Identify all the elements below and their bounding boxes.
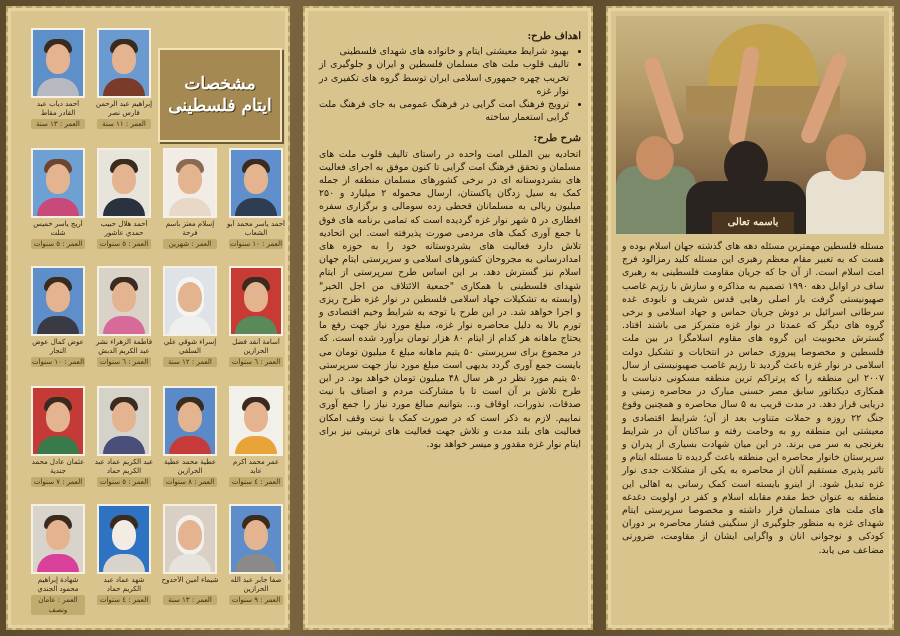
goal-item: • بهبود شرایط معیشتی ایتام و خانواده های شهدای فلسطینی	[319, 45, 569, 58]
orphan-age: العمر : ۱۰ سنوات	[229, 240, 283, 248]
title-line1: مشخصات	[184, 74, 256, 94]
orphan-card	[94, 28, 154, 129]
orphan-name: عبد الكريم عماد عبد الكريم حماد	[94, 458, 154, 475]
orphan-name: عمر محمد أكرم عابد	[233, 458, 279, 475]
intro-text: مسئله فلسطین مهمترین مسئله دهه های گذشته جهان اسلام بوده و هست که به تعبیر مقام معظم رهبری این مسئله کلید رمزالود فرج امت اسلام است. از آن جا که جریان مقاومت فلسطینی به رهبری ساف در اوایل دهه ۱۹۹۰ تصمیم به مذاکره و سازش با رژیم غاصب صهیونیستی گرفت بار اصلی رهایی قدس شریف و نابودی غده سرطانی اسرائیل بر دوش جریان حماس و جهاد اسلامی و برخی گروه های دیگر که عمدتا در نوار غزه متمرکز می باشند افتاد. گسترش محبوبیت این گروه های مقاوم اسلامگرا در بین ملت فلسطین و مخصوصا پیروزی حماس در انتخابات و تشکیل دولت اسلامی در نوار غزه باعث گردید تا رژیم غاصب صهیونیستی از سال ۲۰۰۷ این منطقه را که پرتراکم ترین منطقه مسکونی دنیاست با همکاری دیکتاتور سابق مصر حسنی مبارک در محاصره زمینی و دریایی قرار دهد. در مدت قریب به ۵ سال محاصره و همچنین وقوع جنگ ۲۲ روزه و حملات متناوب بعد از آن؛ شرایط اقتصادی و معیشتی این منطقه رو به وخامت رفته و ساکنان آن در شرایط بغرنجی به سر می برند. در این میان شهادت بسیاری از پدران و سرپرستان خانوار محاصره این منطقه باعث گردیده تا مسئله ایتام و تاثیر پذیری مستقیم آنان از محاصره به یکی از مشکلات جدی نوار غزه تبدیل شود. از اینرو بایسته است کمک رسانی به اهالی این منطقه به عنوان خط مقدم مقابله اسلام و کفر در اولویت دغدغه های ملت های مسلمان قرار داشته و مخصوصا سرپرستی ایتام شهدای غزه به منظور جلوگیری از سنگینی فشار محاصره بر دوران کودکی و نوجوانی انان و واگرایی ایشان از مقاومت، ضرورتی مضاعف می یابد.	[622, 241, 885, 556]
orphan-card	[226, 386, 286, 487]
orphan-card	[94, 266, 154, 367]
description-body: اتحادیه بین المللی امت واحده در راستای تالیف قلوب ملت های مسلمان و تحقق فرهنگ امت گرایی تا کنون موفق به اجرای فعالیت های بشردوستانه ای در برخی کشورهای مسلمان منطقه از جمله کمک به سیل زدگان پاکستان، ارسال محموله ۲ میلیارد و ۲۵۰ میلیون ریالی به مسلمانان قحطی زده سومالی و برگزاری سفره افطاری در ۵ شهر نوار غزه گردیده است که تمامی برنامه های فوق با جمع آوری کمک های مردمی صورت پذیرفته است. این اتحادیه تلاش دارد فعالیت های بشردوستانه خود را به حوزه های امدادرسانی به مجروحان کشورهای اسلامی و سرپرستی ایتام جهان اسلام نیز گسترش دهد. بر این اساس طرح سرپرستی از ایتام شهدای فلسطینی با همکاری "جمعیة الائتلاف من اجل الخير" (وابسته به تشکیلات جهاد اسلامی فلسطین در نوار غزه طرح ریزی و اجرا خواهد شد. در این طرح با توجه به شرایط وخیم اقتصادی و تورم بالا به دلیل محاصره نوار غزه، مبلغ مورد نیاز جهت رفع ما یحتاج ماهانه هر کدام از ایتام ۸۰ هزار تومان برآورد شده است. که در مجموع برای سرپرستی ۵۰ یتیم ماهانه مبلغ ٤ میلیون تومان می بایست جمع آوری گردد بدیهی است مبلغ مورد نیاز جهت سرپرستی ۵۰ یتیم مورد نظر در هر سال ۴۸ میلیون تومان خواهد بود. در این طرح تلاش بر آن است تا با مشارکت مردم و اصناف با نیت صدقات، نذورات، اوقاف و... بتوانیم مبالغ مورد نیاز را جمع آوری نماییم. لازم به ذکر است که در صورت کمک با نیت وقف امکان فعالیت های بلند مدت و تلاش جهت فعالیت های تربیتی نیز برای ایتام نوار غزه مقدور و میسر خواهد بود.	[319, 148, 582, 451]
orphan-name: أحمد هلال حبيب حمدي عاشور	[100, 220, 148, 237]
orphan-photo	[97, 148, 151, 218]
orphan-age: العمر : ٥ سنوات	[97, 477, 151, 487]
orphan-card	[28, 386, 88, 487]
orphan-name: شهد عماد عبد الكريم حماد	[103, 576, 145, 593]
orphan-name: فاطمة الزهراء نشر عبد الكريم الدبش	[95, 338, 153, 355]
orphan-age: العمر : ٦ سنوات	[229, 357, 283, 367]
orphan-photo	[163, 266, 217, 336]
orphan-photo	[229, 266, 283, 336]
orphan-photo	[163, 386, 217, 456]
orphan-age: العمر : ٩ سنوات	[229, 595, 283, 605]
orphan-age: العمر : ٦ سنوات	[97, 357, 151, 367]
orphan-name: صفا جابر عبد الله الحرازين	[230, 576, 282, 593]
goals-list	[319, 45, 581, 124]
orphan-name: أحمد دياب عبد القادر مقاط	[36, 100, 80, 117]
orphan-age: العمر : ٥ سنوات	[31, 239, 85, 249]
orphan-photo	[97, 28, 151, 98]
orphan-age: العمر : ٤ سنوات	[97, 595, 151, 605]
intro-panel	[606, 6, 894, 630]
orphan-card	[226, 504, 286, 605]
orphan-photo	[229, 148, 283, 218]
orphan-card	[160, 266, 220, 367]
orphan-name: عطية محمد عطية الحرازين	[163, 458, 216, 475]
hero-photo	[616, 16, 884, 234]
basmala-label: باسمه تعالی	[712, 212, 794, 234]
orphan-card	[28, 504, 88, 615]
orphan-card	[94, 504, 154, 605]
orphan-age: العمر : شهرين	[163, 239, 217, 249]
orphan-age: العمر : ۱۳ سنة	[163, 595, 217, 605]
orphan-card	[226, 266, 286, 367]
orphan-photo	[97, 266, 151, 336]
orphan-card	[160, 504, 220, 605]
orphan-age: العمر : ٥ سنوات	[97, 239, 151, 249]
orphan-card	[160, 386, 220, 487]
goal-item: • تالیف قلوب ملت های مسلمان فلسطین و ایران و جلوگیری از تخریب چهره جمهوری اسلامی ایران توسط گروه های تکفیری در نوار غزه	[319, 58, 569, 98]
orphan-name: عوض كمال عوض النجار	[32, 338, 84, 355]
dome-of-rock-icon	[708, 24, 818, 94]
orphan-age: العمر : ۱۰ سنوات	[31, 358, 85, 366]
orphan-name: أسامة أنقد فضل الحرازين	[232, 338, 280, 355]
orphan-age: العمر : ۱۳ سنة	[31, 119, 85, 129]
orphan-card	[226, 148, 286, 249]
orphan-age: العمر : ۱۲ سنة	[163, 357, 217, 367]
orphan-name: عثمان عادل محمد جندية	[31, 458, 85, 475]
orphan-card	[94, 148, 154, 249]
orphan-photo	[31, 266, 85, 336]
orphan-photo	[97, 386, 151, 456]
panel-title-box	[158, 48, 282, 142]
orphan-age: العمر : ۸ سنوات	[163, 477, 217, 487]
orphan-card	[160, 148, 220, 249]
orphan-photo	[31, 148, 85, 218]
orphan-photo	[163, 504, 217, 574]
orphan-age: العمر : ٧ سنوات	[31, 477, 85, 487]
goal-item: • ترویج فرهنگ امت گرایی در فرهنگ عمومی به جای فرهنگ ملت گرایی استعمار ساخته	[319, 98, 569, 124]
project-text	[319, 30, 581, 451]
goals-heading: اهداف طرح:	[527, 31, 581, 42]
orphan-age: العمر : عامان ونصف	[31, 595, 85, 615]
orphan-name: شيماء أمين الأحدوح	[161, 576, 219, 584]
orphan-photo	[163, 148, 217, 218]
orphan-age: العمر : ۱۱ سنة	[97, 119, 151, 129]
orphan-name: إسلام معتز باسم فرحة	[165, 220, 215, 237]
orphan-photo	[97, 504, 151, 574]
orphan-photo	[229, 386, 283, 456]
orphan-name: إسراء شوقي علي السلقي	[163, 338, 217, 355]
title-line2: ایتام فلسطینی	[168, 96, 272, 116]
project-panel	[303, 6, 593, 630]
orphan-card	[28, 266, 88, 367]
orphan-age: العمر : ٤ سنوات	[229, 477, 283, 487]
orphan-photo	[229, 504, 283, 574]
orphan-card	[94, 386, 154, 487]
orphan-name: أريج ياسر خميس شلت	[33, 220, 83, 237]
orphan-photo	[31, 28, 85, 98]
orphan-photo	[31, 386, 85, 456]
orphan-name: شهادة إبراهيم محمود الجندي	[37, 576, 79, 593]
orphan-name: أحمد ياسر محمد أبو الشعاب	[227, 220, 285, 237]
orphans-panel	[6, 6, 290, 630]
orphan-card	[28, 28, 88, 129]
description-heading: شرح طرح:	[533, 133, 581, 145]
orphan-card	[28, 148, 88, 249]
orphan-name: إبراهيم عبد الرحمن فارس نصر	[95, 100, 153, 117]
orphan-photo	[31, 504, 85, 574]
